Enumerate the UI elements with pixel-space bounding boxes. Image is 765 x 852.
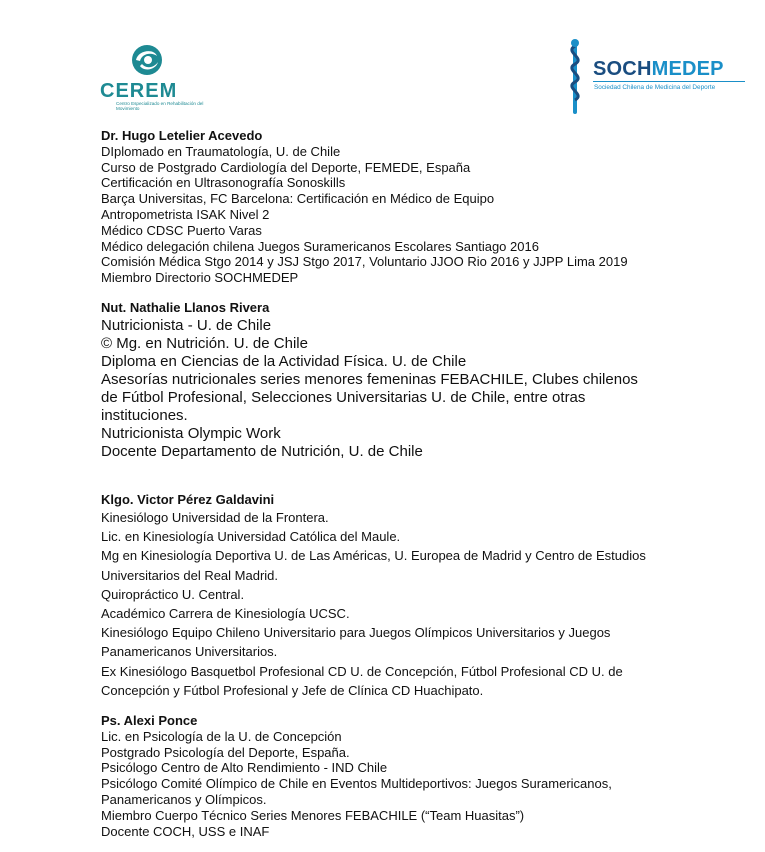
cerem-subtitle: Centro Especializado en Rehabilitación del Movimiento — [116, 101, 204, 111]
profile-line: Barça Universitas, FC Barcelona: Certificación en Médico de Equipo — [101, 191, 495, 207]
profile-line: Panamericanos y Olímpicos. — [101, 791, 267, 807]
cerem-logo — [100, 42, 204, 114]
profile-line: Curso de Postgrado Cardiología del Deporte, FEMEDE, España — [101, 159, 471, 175]
cerem-swirl-icon — [130, 42, 164, 78]
profile-line: Quiropráctico U. Central. — [101, 586, 245, 602]
profile-line: Asesorías nutricionales series menores femeninas FEBACHILE, Clubes chilenos — [101, 371, 638, 388]
profile-name: Nut. Nathalie Llanos Rivera — [101, 300, 270, 315]
profile-nathalie-llanos — [101, 300, 638, 461]
profile-line: Miembro Directorio SOCHMEDEP — [101, 270, 299, 286]
profile-line: instituciones. — [101, 407, 188, 424]
profile-line: Concepción y Fútbol Profesional y Jefe de Clínica CD Huachipato. — [101, 682, 484, 698]
caduceus-icon — [560, 38, 590, 116]
profile-line: Docente COCH, USS e INAF — [101, 823, 270, 839]
profile-line: Antropometrista ISAK Nivel 2 — [101, 206, 270, 222]
profile-line: Médico delegación chilena Juegos Suramericanos Escolares Santiago 2016 — [101, 238, 539, 254]
profile-line: Comisión Médica Stgo 2014 y JSJ Stgo 2017, Voluntario JJOO Rio 2016 y JJPP Lima 2019 — [101, 254, 628, 270]
profile-line: DIplomado en Traumatología, U. de Chile — [101, 143, 341, 159]
profile-line: Lic. en Kinesiología Universidad Católica del Maule. — [101, 529, 401, 545]
profile-hugo-letelier — [101, 128, 628, 286]
profile-line: Nutricionista Olympic Work — [101, 425, 281, 442]
sochmedep-logo — [560, 38, 750, 118]
profile-line: Certificación en Ultrasonografía Sonoskills — [101, 175, 346, 191]
profile-line: Médico CDSC Puerto Varas — [101, 222, 262, 238]
profile-line: Docente Departamento de Nutrición, U. de Chile — [101, 443, 423, 460]
profile-line: Nutricionista - U. de Chile — [101, 317, 272, 334]
profile-line: Postgrado Psicología del Deporte, España. — [101, 744, 350, 760]
cerem-wordmark: CEREM — [100, 80, 178, 102]
profile-line: Psicólogo Comité Olímpico de Chile en Eventos Multideportivos: Juegos Suramericanos, — [101, 776, 612, 792]
sochmedep-wordmark-part2: MEDEP — [651, 58, 724, 80]
profile-line: Académico Carrera de Kinesiología UCSC. — [101, 606, 350, 622]
profile-line: Mg en Kinesiología Deportiva U. de Las Américas, U. Europea de Madrid y Centro de Estudios — [101, 548, 646, 564]
profile-line: Lic. en Psicología de la U. de Concepción — [101, 728, 342, 744]
sochmedep-wordmark — [593, 58, 724, 81]
profile-line: Panamericanos Universitarios. — [101, 644, 278, 660]
sochmedep-divider — [593, 81, 745, 82]
profile-line: Kinesiólogo Universidad de la Frontera. — [101, 510, 329, 525]
sochmedep-wordmark-part1: SOCH — [593, 58, 652, 80]
profile-victor-perez — [101, 491, 646, 700]
profile-name: Dr. Hugo Letelier Acevedo — [101, 128, 263, 143]
profile-line: Diploma en Ciencias de la Actividad Física. U. de Chile — [101, 353, 467, 370]
profile-name: Klgo. Victor Pérez Galdavini — [101, 492, 275, 507]
profile-alexi-ponce — [101, 713, 612, 839]
profile-line: Ex Kinesiólogo Basquetbol Profesional CD U. de Concepción, Fútbol Profesional CD U. de — [101, 663, 623, 679]
profile-line: Universitarios del Real Madrid. — [101, 567, 279, 583]
profile-line: Kinesiólogo Equipo Chileno Universitario para Juegos Olímpicos Universitarios y Juegos — [101, 625, 611, 641]
profile-line: de Fútbol Profesional, Selecciones Universitarias U. de Chile, entre otras — [101, 389, 586, 406]
profile-name: Ps. Alexi Ponce — [101, 713, 198, 728]
profile-line: © Mg. en Nutrición. U. de Chile — [101, 335, 308, 352]
profile-line: Miembro Cuerpo Técnico Series Menores FEBACHILE (“Team Huasitas”) — [101, 807, 525, 823]
profile-line: Psicólogo Centro de Alto Rendimiento - IND Chile — [101, 760, 388, 776]
sochmedep-subtitle: Sociedad Chilena de Medicina del Deporte — [594, 84, 716, 91]
